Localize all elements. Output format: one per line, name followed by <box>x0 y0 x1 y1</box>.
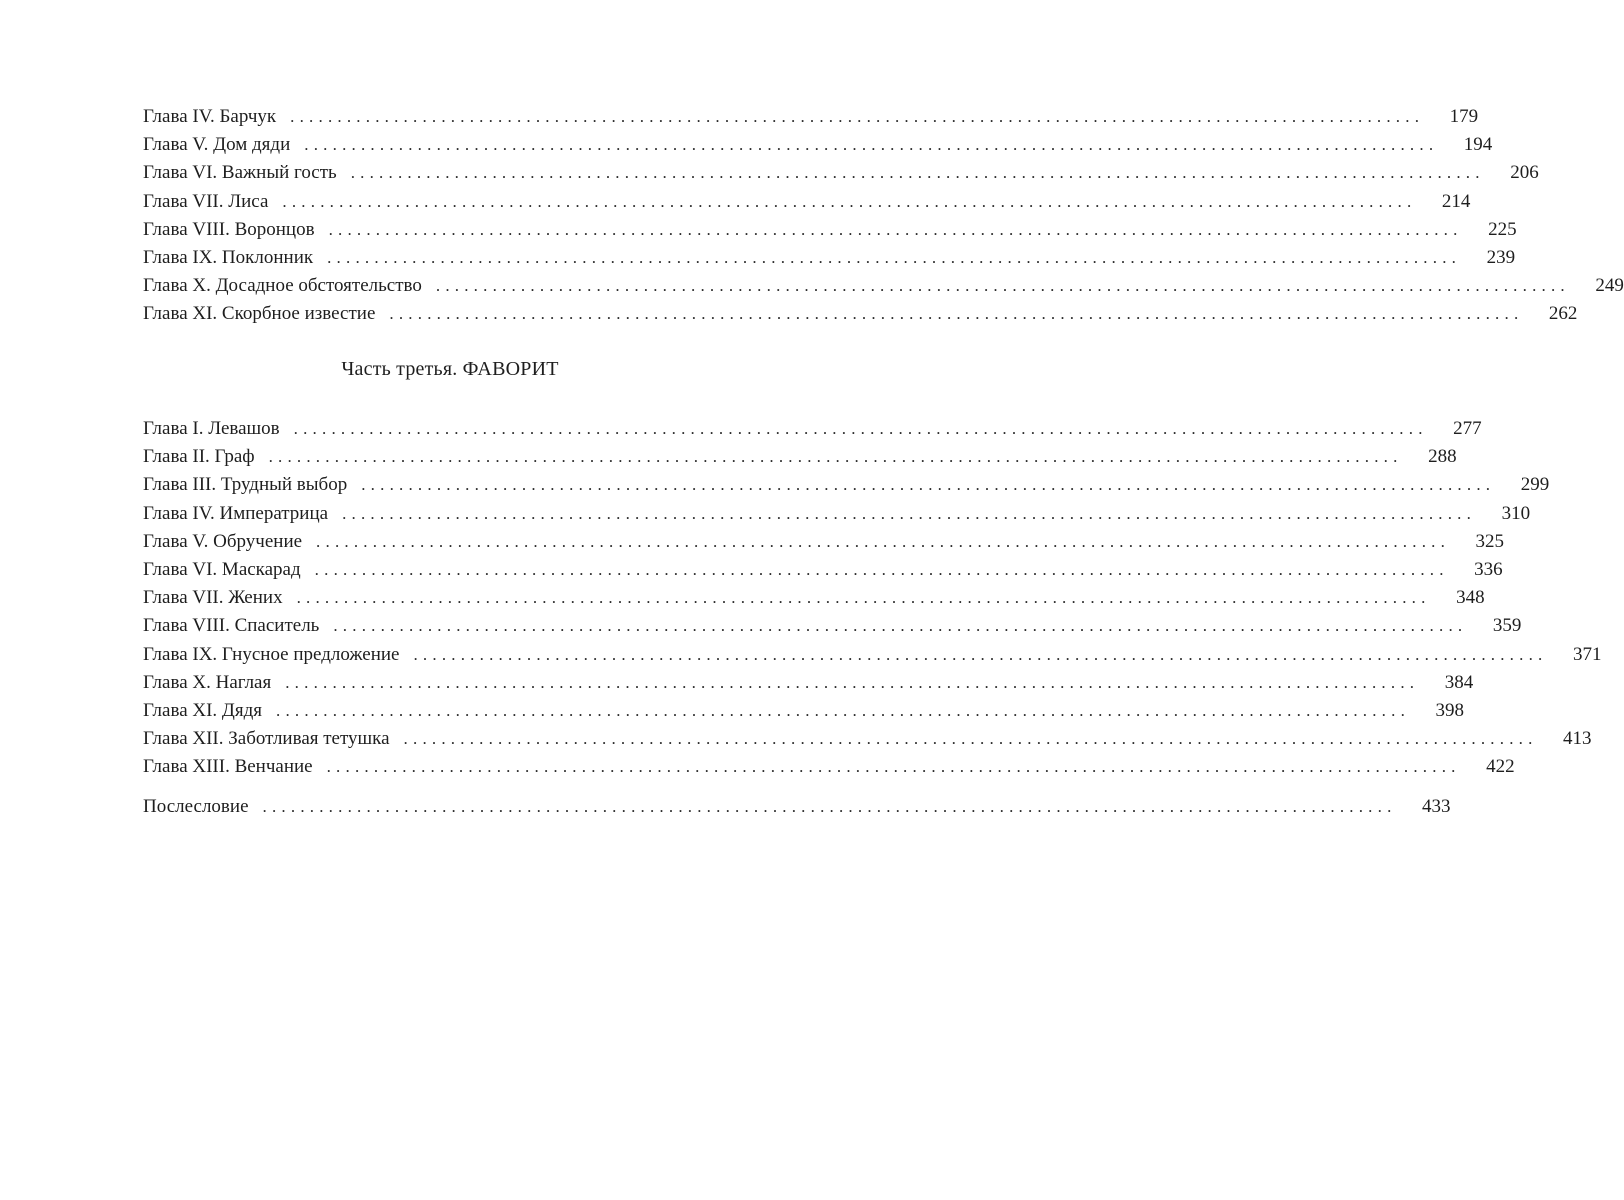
toc-entry-page-number: 422 <box>1486 756 1515 778</box>
toc-entry-page-number: 288 <box>1428 446 1457 468</box>
dot-leader: ........................................................................................................................ <box>314 559 1449 579</box>
dot-leader: ........................................................................................................................ <box>328 219 1463 239</box>
dot-leader: ........................................................................................................................ <box>403 729 1538 749</box>
toc-entry-page-number: 179 <box>1449 106 1479 127</box>
toc-entry-page-number: 325 <box>1475 530 1505 552</box>
toc-entry-title: Послесловие <box>143 796 249 817</box>
dot-leader: ........................................................................................................................ <box>316 531 1451 551</box>
toc-entry[interactable] <box>143 502 1531 531</box>
toc-entry[interactable] <box>143 275 1624 303</box>
toc-entry-afterword[interactable] <box>143 796 1451 824</box>
toc-entry-page-number: 194 <box>1463 134 1493 156</box>
dot-leader: ........................................................................................................................ <box>304 135 1439 155</box>
toc-entry-page-number: 359 <box>1492 615 1522 637</box>
toc-entry-title: Глава IX. Поклонник <box>143 246 314 268</box>
toc-entry-page-number: 310 <box>1501 502 1531 524</box>
toc-entry-title: Глава VII. Лиса <box>143 190 269 212</box>
toc-entry-page-number: 348 <box>1456 587 1485 609</box>
toc-entry[interactable] <box>143 106 1479 134</box>
dot-leader: ........................................................................................................................ <box>361 475 1496 495</box>
toc-entry[interactable] <box>143 699 1465 728</box>
toc-entry[interactable] <box>143 671 1474 700</box>
toc-entry-title: Глава V. Обручение <box>143 530 303 552</box>
toc-entry-title: Глава XI. Дядя <box>143 699 263 721</box>
toc-entry[interactable] <box>143 162 1539 190</box>
toc-entry-page-number: 214 <box>1441 190 1471 212</box>
toc-entry-title: Глава XI. Скорбное известие <box>143 303 376 325</box>
dot-leader: ........................................................................................................................ <box>435 276 1570 296</box>
toc-entry[interactable] <box>143 756 1515 784</box>
toc-entry-page-number: 299 <box>1520 474 1550 496</box>
toc-entry-title: Глава XII. Заботливая тетушка <box>143 728 390 750</box>
part-two-chapter-list <box>143 106 1624 332</box>
dot-leader: ........................................................................................................................ <box>268 447 1403 467</box>
dot-leader: ........................................................................................................................ <box>333 616 1468 636</box>
toc-entry-page-number: 239 <box>1486 246 1516 268</box>
part-three-heading: Часть третья. ФАВОРИТ <box>341 358 559 380</box>
toc-entry-page-number: 277 <box>1453 418 1482 439</box>
toc-entry[interactable] <box>143 218 1517 247</box>
toc-entry-page-number: 413 <box>1563 728 1592 750</box>
toc-entry-page-number: 433 <box>1422 796 1451 817</box>
toc-entry[interactable] <box>143 246 1516 275</box>
afterword-list <box>143 796 1451 824</box>
dot-leader: ........................................................................................................................ <box>326 757 1461 777</box>
toc-entry-page-number: 384 <box>1444 671 1474 693</box>
toc-entry-title: Глава VIII. Воронцов <box>143 218 315 240</box>
toc-entry-page-number: 249 <box>1595 275 1624 297</box>
toc-entry-title: Глава IX. Гнусное предложение <box>143 643 400 665</box>
toc-entry-title: Глава I. Левашов <box>143 418 280 439</box>
toc-entry[interactable] <box>143 190 1471 219</box>
toc-entry[interactable] <box>143 530 1505 559</box>
toc-entry-title: Глава X. Наглая <box>143 671 272 693</box>
toc-entry[interactable] <box>143 587 1485 615</box>
toc-entry-title: Глава VII. Жених <box>143 587 283 609</box>
toc-entry[interactable] <box>143 418 1482 446</box>
dot-leader: ........................................................................................................................ <box>296 588 1431 608</box>
toc-entry-title: Глава V. Дом дяди <box>143 134 291 156</box>
toc-entry-page-number: 206 <box>1510 162 1539 184</box>
toc-entry[interactable] <box>143 474 1550 502</box>
dot-leader: ........................................................................................................................ <box>350 163 1485 183</box>
toc-entry[interactable] <box>143 728 1592 756</box>
dot-leader: ........................................................................................................................ <box>342 503 1477 523</box>
toc-entry-title: Глава X. Досадное обстоятельство <box>143 275 422 297</box>
dot-leader: ........................................................................................................................ <box>276 700 1411 720</box>
dot-leader: ........................................................................................................................ <box>413 644 1548 664</box>
dot-leader: ........................................................................................................................ <box>262 797 1397 816</box>
toc-entry-page-number: 225 <box>1488 218 1517 240</box>
toc-entry-title: Глава XIII. Венчание <box>143 756 313 778</box>
toc-entry-page-number: 398 <box>1435 699 1465 721</box>
toc-entry-title: Глава IV. Барчук <box>143 106 277 127</box>
toc-entry-title: Глава II. Граф <box>143 446 255 468</box>
toc-entry-title: Глава VI. Маскарад <box>143 558 301 580</box>
dot-leader: ........................................................................................................................ <box>290 107 1425 126</box>
toc-entry-title: Глава VIII. Спаситель <box>143 615 320 637</box>
toc-entry[interactable] <box>143 303 1578 331</box>
dot-leader: ........................................................................................................................ <box>327 247 1462 267</box>
toc-entry[interactable] <box>143 615 1522 643</box>
toc-entry[interactable] <box>143 134 1493 162</box>
dot-leader: ........................................................................................................................ <box>293 419 1428 438</box>
toc-entry-page-number: 336 <box>1474 558 1503 580</box>
toc-entry-title: Глава IV. Императрица <box>143 502 329 524</box>
toc-entry-title: Глава III. Трудный выбор <box>143 474 348 496</box>
toc-entry-page-number: 262 <box>1548 303 1578 325</box>
dot-leader: ........................................................................................................................ <box>282 191 1417 211</box>
toc-entry-page-number: 371 <box>1572 643 1602 665</box>
dot-leader: ........................................................................................................................ <box>389 304 1524 324</box>
toc-entry[interactable] <box>143 643 1602 672</box>
toc-entry[interactable] <box>143 558 1503 587</box>
toc-entry-title: Глава VI. Важный гость <box>143 162 337 184</box>
part-three-chapter-list <box>143 418 1602 784</box>
dot-leader: ........................................................................................................................ <box>285 672 1420 692</box>
toc-entry[interactable] <box>143 446 1457 474</box>
